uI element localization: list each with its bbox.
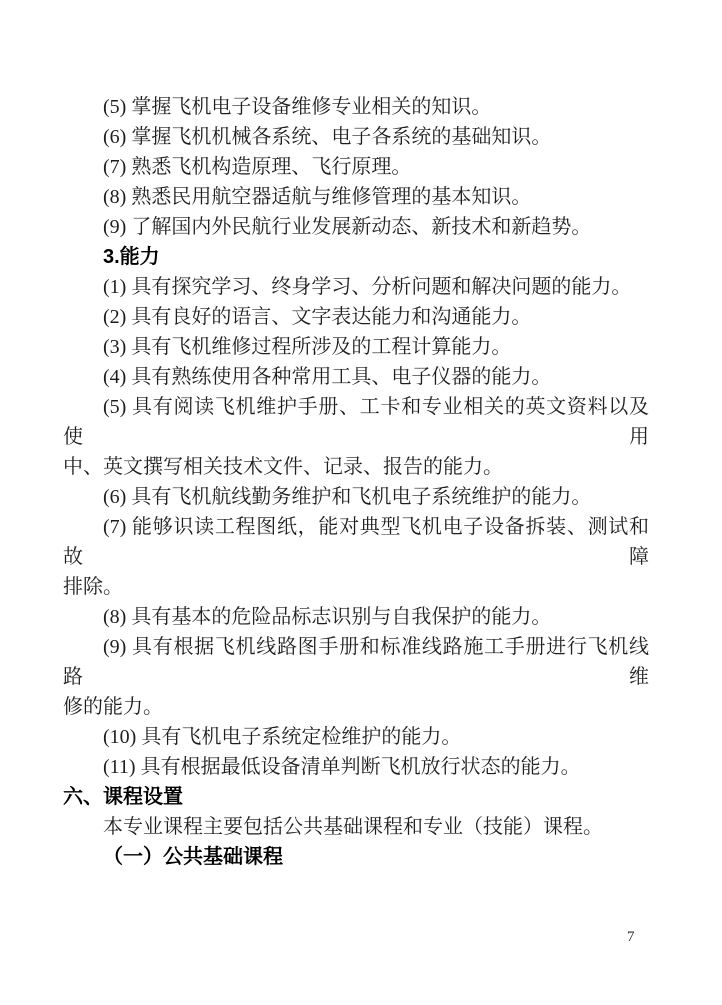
- list-item: (6) 具有飞机航线勤务维护和飞机电子系统维护的能力。: [103, 486, 592, 508]
- list-item: (9) 具有根据飞机线路图手册和标准线路施工手册进行飞机线路维: [63, 636, 649, 688]
- heading-course-setup: 六、课程设置: [63, 786, 183, 808]
- list-item-continuation: 中、英文撰写相关技术文件、记录、报告的能力。: [63, 456, 503, 478]
- list-item: (8) 熟悉民用航空器适航与维修管理的基本知识。: [103, 186, 532, 208]
- heading-ability: 3.能力: [103, 246, 160, 268]
- list-item: (10) 具有飞机电子系统定检维护的能力。: [103, 726, 462, 748]
- document-text-block: [63, 92, 649, 872]
- list-item: (5) 掌握飞机电子设备维修专业相关的知识。: [103, 96, 492, 118]
- list-item: (5) 具有阅读飞机维护手册、工卡和专业相关的英文资料以及使用: [63, 396, 649, 448]
- heading-public-basic-courses: （一）公共基础课程: [103, 846, 283, 868]
- list-item: (7) 能够识读工程图纸，能对典型飞机电子设备拆装、测试和故障: [63, 516, 649, 568]
- list-item: (1) 具有探究学习、终身学习、分析问题和解决问题的能力。: [103, 276, 632, 298]
- list-item: (3) 具有飞机维修过程所涉及的工程计算能力。: [103, 336, 512, 358]
- list-item-continuation: 排除。: [63, 576, 123, 598]
- list-item: (4) 具有熟练使用各种常用工具、电子仪器的能力。: [103, 366, 552, 388]
- list-item-continuation: 修的能力。: [63, 696, 163, 718]
- list-item: (2) 具有良好的语言、文字表达能力和沟通能力。: [103, 306, 532, 328]
- list-item: (9) 了解国内外民航行业发展新动态、新技术和新趋势。: [103, 216, 592, 238]
- list-item: (7) 熟悉飞机构造原理、飞行原理。: [103, 156, 412, 178]
- list-item: (6) 掌握飞机机械各系统、电子各系统的基础知识。: [103, 126, 552, 148]
- page-number: 7: [627, 929, 635, 945]
- list-item: (8) 具有基本的危险品标志识别与自我保护的能力。: [103, 606, 552, 628]
- paragraph: 本专业课程主要包括公共基础课程和专业（技能）课程。: [103, 816, 603, 838]
- list-item: (11) 具有根据最低设备清单判断飞机放行状态的能力。: [103, 756, 581, 778]
